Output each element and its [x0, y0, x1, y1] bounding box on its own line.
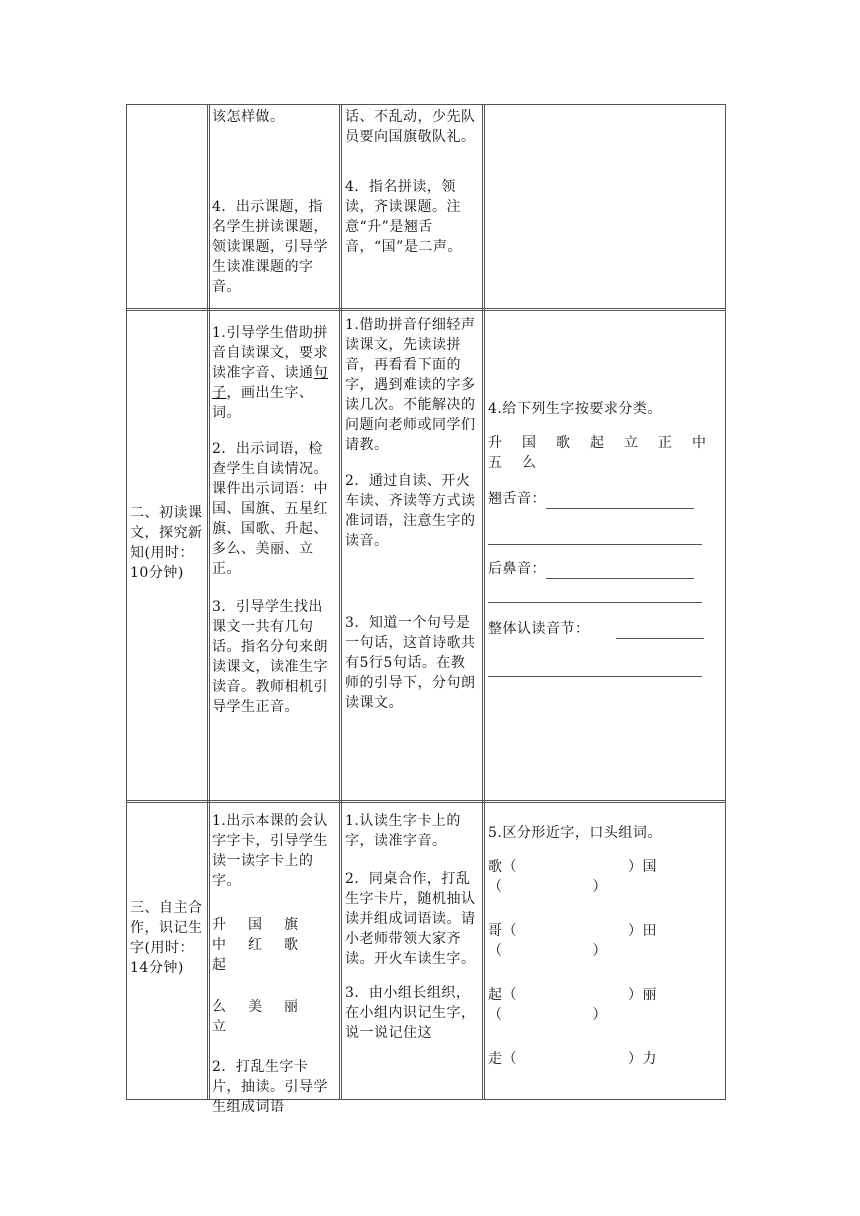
answer-blank [488, 676, 702, 677]
answer-blank [488, 602, 702, 603]
row2-stage-cell [130, 503, 206, 583]
column-divider [339, 105, 342, 1099]
word-pair-1-blank: （ ） [488, 879, 607, 895]
row2-student-text-3: 3．知道一个句号是一句话，这首诗歌共有5行5句话。在教师的引导下，分句朗读课文。 [345, 615, 476, 711]
exercise4-title: 4.给下列生字按要求分类。 [488, 401, 662, 417]
row1-teacher-cell [212, 107, 336, 297]
row2-student-cell [345, 315, 479, 713]
row3-stage-text: 三、自主合作，识记生字(用时：14分钟) [130, 900, 203, 976]
column-divider [482, 105, 485, 1099]
exercise5-title: 5.区分形近字，口头组词。 [488, 825, 662, 841]
word-pair-2: 哥（ ）田 [488, 923, 657, 939]
row2-student-text-2: 2．通过自读、开火车读、齐读等方式读准词语，注意生字的读音。 [345, 473, 476, 549]
row3-stage-cell [130, 898, 206, 978]
row1-student-cell [345, 107, 479, 257]
row2-exercise-cell [488, 399, 726, 677]
answer-blank [488, 544, 702, 545]
lesson-plan-table [126, 104, 726, 1115]
row2-teacher-text-2: 2．出示词语，检查学生自读情况。课件出示词语：中国、国旗、五星红旗、国歌、升起、多么、美丽、立正。 [212, 441, 328, 577]
row1-teacher-text-2: 4．出示课题，指名学生拼读课题，领读课题，引导学生读准课题的字音。 [212, 199, 328, 295]
row-divider [127, 800, 725, 803]
row1-student-text-1: 话、不乱动，少先队员要向国旗敬队礼。 [345, 109, 476, 145]
row-divider [127, 308, 725, 311]
row2-teacher-text-1: 1.引导学生借助拼音自读课文，要求读准字音、读通句子，画出生字、词。 [212, 325, 328, 421]
row2-student-text-1: 1.借助拼音仔细轻声读课文，先读读拼音，再看看下面的字，遇到难读的字多读几次。不能解决的问题向老师或同学们请教。 [345, 317, 476, 453]
row3-teacher-chars-1: 升 国 旗 中 红 歌 起 [212, 917, 320, 973]
exercise4-line-1: 翘舌音： [488, 489, 720, 509]
word-pair-2-blank: （ ） [488, 943, 607, 959]
row1-teacher-text-1: 该怎样做。 [212, 109, 285, 125]
row3-student-cell [345, 811, 479, 1043]
row3-teacher-text-1: 1.出示本课的会认字字卡，引导学生读一读字卡上的字。 [212, 813, 328, 889]
exercise4-chars: 升 国 歌 起 立 正 中 五 么 [488, 435, 726, 471]
exercise4-line-3: 整体认读音节： [488, 619, 720, 639]
row3-student-text-2: 2．同桌合作，打乱生字卡片，随机抽认读并组成词语读。请小老师带领大家齐读。开火车读生字。 [345, 871, 476, 967]
word-pair-1: 歌（ ）国 [488, 859, 657, 875]
word-pair-3: 起（ ）丽 [488, 987, 657, 1003]
exercise4-line-2: 后鼻音： [488, 559, 720, 579]
row3-teacher-chars-2: 么 美 丽 立 [212, 999, 320, 1035]
row2-teacher-text-3: 3．引导学生找出课文一共有几句话。指名分句来朗读课文，读准生字读音。教师相机引导学生正音。 [212, 599, 328, 715]
column-divider [207, 105, 210, 1099]
row3-exercise-cell [488, 823, 720, 1069]
row3-teacher-text-2: 2．打乱生字卡片，抽读。引导学生组成词语 [212, 1059, 328, 1115]
row3-student-text-3: 3．由小组长组织，在小组内识记生字，说一说记住这 [345, 985, 476, 1041]
row2-stage-text: 二、初读课文，探究新知(用时：10分钟) [130, 505, 203, 581]
row2-teacher-cell [212, 323, 336, 717]
word-pair-3-blank: （ ） [488, 1007, 607, 1023]
word-pair-4: 走（ ）力 [488, 1051, 657, 1067]
row3-student-text-1: 1.认读生字卡上的字，读准字音。 [345, 813, 461, 849]
row3-teacher-cell [212, 811, 336, 1117]
row1-student-text-2: 4．指名拼读，领读，齐读课题。注意“升”是翘舌音，“国”是二声。 [345, 179, 462, 255]
